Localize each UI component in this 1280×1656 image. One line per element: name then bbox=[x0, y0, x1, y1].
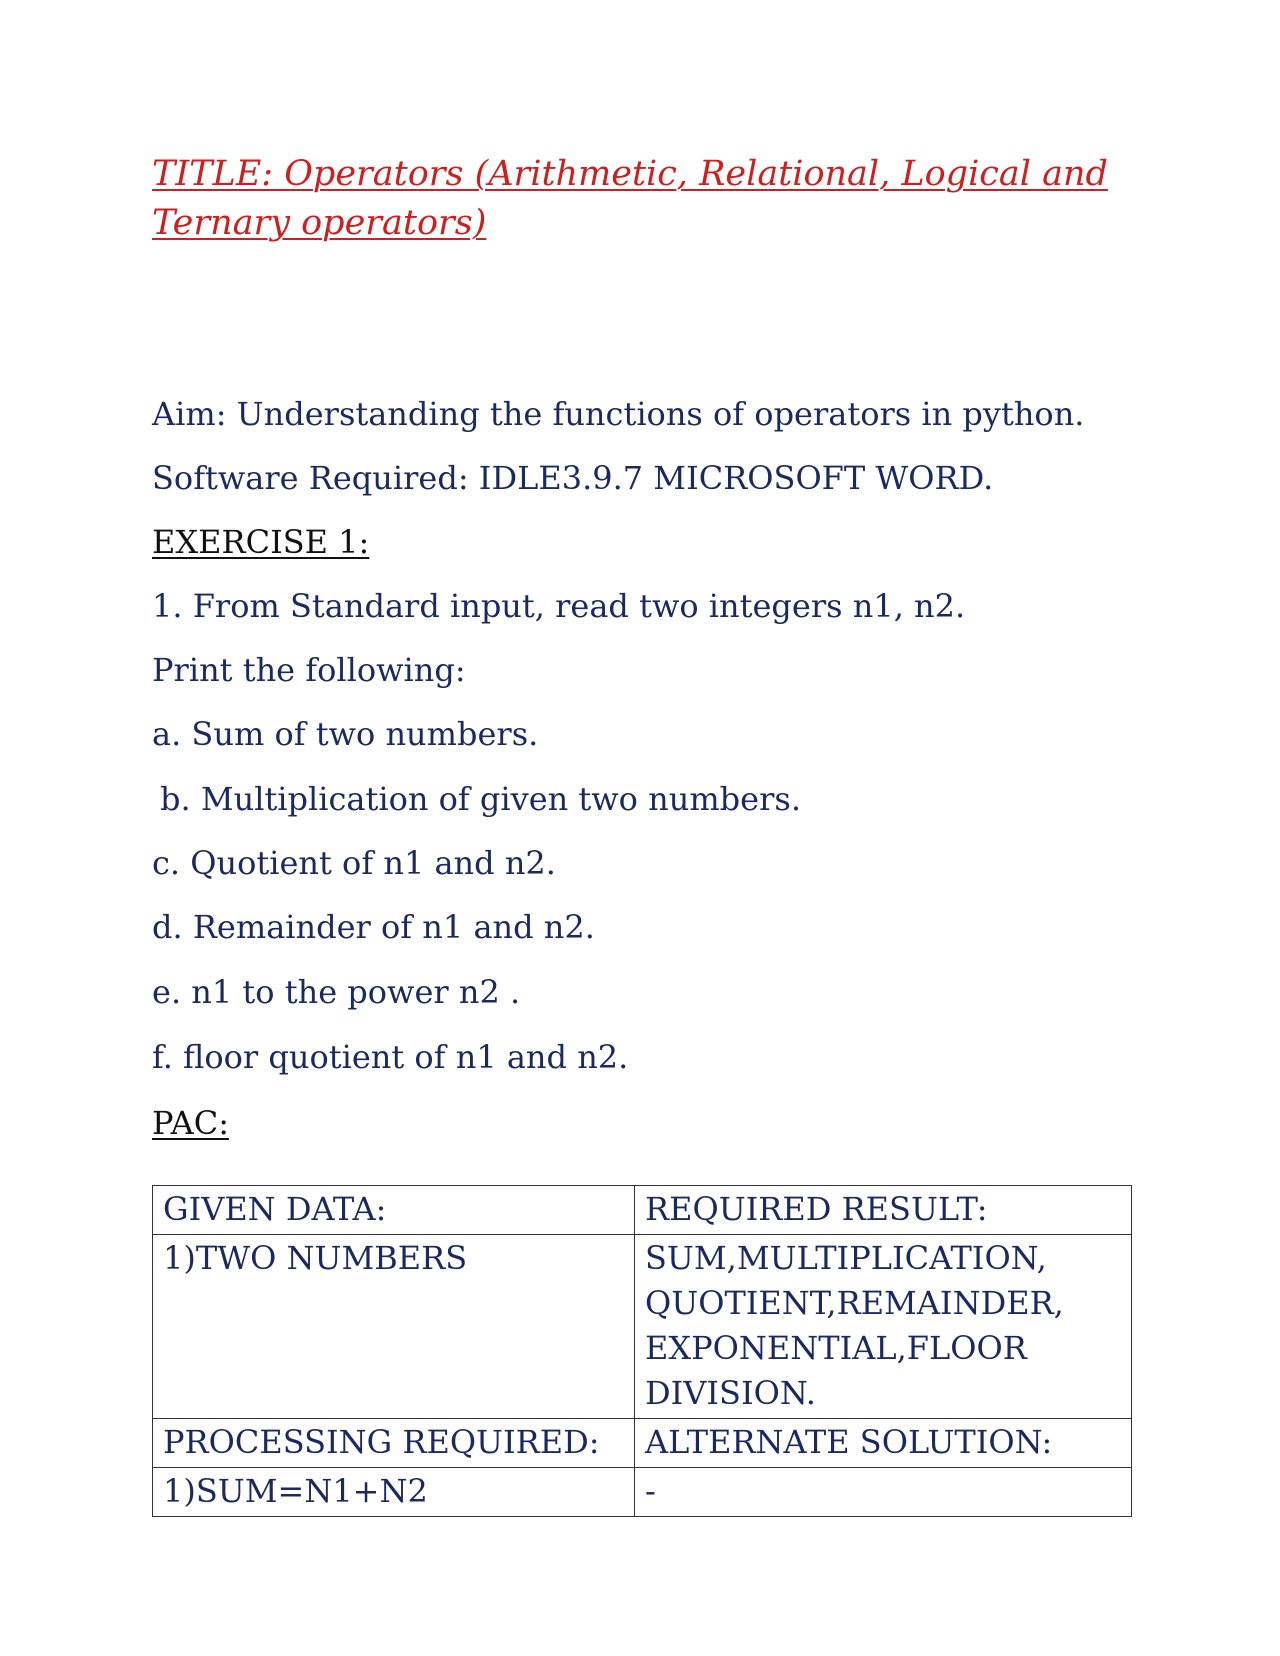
document-title: TITLE: Operators (Arithmetic, Relational, Logical and Ternary operators) bbox=[152, 154, 1108, 243]
list-item-c: c. Quotient of n1 and n2. bbox=[152, 844, 556, 882]
given-data-header: GIVEN DATA: bbox=[153, 1186, 635, 1235]
list-item-d: d. Remainder of n1 and n2. bbox=[152, 908, 595, 946]
alternate-solution-header: ALTERNATE SOLUTION: bbox=[635, 1419, 1132, 1468]
print-following-text: Print the following: bbox=[152, 651, 466, 689]
processing-required-header: PROCESSING REQUIRED: bbox=[153, 1419, 635, 1468]
pac-heading: PAC: bbox=[152, 1104, 229, 1142]
table-row bbox=[153, 1186, 1132, 1235]
list-item-f: f. floor quotient of n1 and n2. bbox=[152, 1038, 629, 1076]
table-row bbox=[153, 1235, 1132, 1419]
required-result-header: REQUIRED RESULT: bbox=[635, 1186, 1132, 1235]
list-item-a: a. Sum of two numbers. bbox=[152, 715, 539, 753]
software-required-text: Software Required: IDLE3.9.7 MICROSOFT WORD. bbox=[152, 459, 994, 497]
alternate-solution-value: - bbox=[635, 1468, 1132, 1517]
question-text: 1. From Standard input, read two integers n1, n2. bbox=[152, 587, 966, 625]
table-row bbox=[153, 1468, 1132, 1517]
list-item-e: e. n1 to the power n2 . bbox=[152, 973, 521, 1011]
table-row bbox=[153, 1419, 1132, 1468]
aim-text: Aim: Understanding the functions of operators in python. bbox=[152, 395, 1085, 433]
given-data-value: 1)TWO NUMBERS bbox=[153, 1235, 635, 1419]
pac-table bbox=[152, 1185, 1132, 1517]
list-item-b: b. Multiplication of given two numbers. bbox=[160, 780, 801, 818]
processing-required-value: 1)SUM=N1+N2 bbox=[153, 1468, 635, 1517]
exercise-heading: EXERCISE 1: bbox=[152, 523, 370, 561]
required-result-value: SUM,MULTIPLICATION, QUOTIENT,REMAINDER, EXPONENTIAL,FLOOR DIVISION. bbox=[635, 1235, 1132, 1419]
